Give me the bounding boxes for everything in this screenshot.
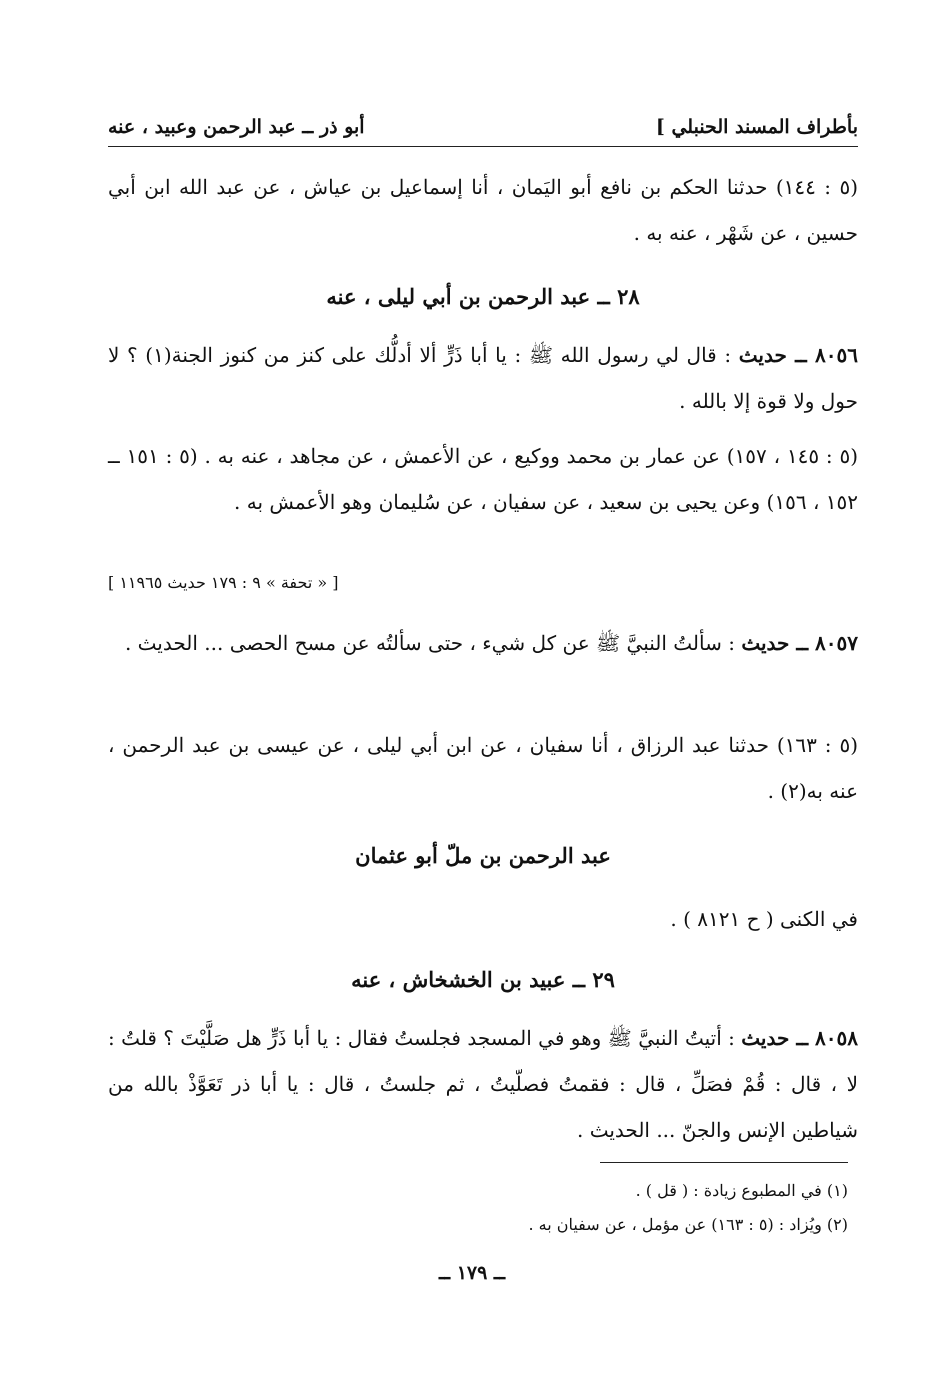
hadith-text-8057: : سألتُ النبيَّ ﷺ عن كل شيء ، حتى سألتُه عن مسح الحصى ... الحديث . [124,631,735,655]
footnote-2: (٢) ويُزاد : (٥ : ١٦٣) عن مؤمل ، عن سفيان به . [528,1215,848,1234]
isnad-paragraph-8056: (٥ : ١٤٥ ، ١٥٧) عن عمار بن محمد ووكيع ، عن الأعمش ، عن مجاهد ، عنه به . (٥ : ١٥١ ــ ١٥٢ ، ١٥٦) وعن يحيى بن سعيد ، عن سفيان ، عن سُليمان وهو الأعمش به . [108,444,859,514]
hadith-8058 [108,1015,858,1153]
header-book-title: بأطراف المسند الحنبلي ] [655,116,858,138]
hadith-number-8057: ٨٠٥٧ ــ حديث [741,631,858,655]
section-title-29: ٢٩ ــ عبيد بن الخشخاش ، عنه [351,967,615,992]
kuna-reference: في الكنى ( ح ٨١٢١ ) . [670,907,858,931]
tuhfa-reference: [ « تحفة » ٩ : ١٧٩ حديث ١١٩٦٥ ] [108,573,339,592]
hadith-number-8058: ٨٠٥٨ ــ حديث [741,1026,859,1050]
hadith-text-8056: : قال لي رسول الله ﷺ : يا أبا ذَرٍّ ألا أدلُّك على كنز من كنوز الجنة(١) ؟ لا حول ولا قوة إلا بالله . [108,343,858,413]
header-rule [108,146,858,147]
section-title-uthman: عبد الرحمن بن ملّ أبو عثمان [355,843,611,868]
page-number: ــ ١٧٩ ــ [438,1262,506,1284]
isnad-paragraph-8057: (٥ : ١٦٣) حدثنا عبد الرزاق ، أنا سفيان ، عن ابن أبي ليلى ، عن عيسى بن عبد الرحمن ، عنه به(٢) . [108,733,859,803]
hadith-8056 [108,332,858,424]
footnote-1: (١) في المطبوع زيادة : ( قل ) . [635,1181,848,1200]
section-title-28: ٢٨ ــ عبد الرحمن بن أبي ليلى ، عنه [326,284,640,309]
hadith-number-8056: ٨٠٥٦ ــ حديث [738,343,859,367]
hadith-text-8058: : أتيتُ النبيَّ ﷺ وهو في المسجد فجلستُ فقال : يا أبا ذَرٍّ هل صَلَّيْتَ ؟ قلتُ : لا ، قال : قُمْ فصَلِّ ، قال : فقمتُ فصلّيتُ ، ثم جلستُ ، قال : يا أبا ذر تَعَوَّذْ بالله من شياطين الإنس والجنّ ... الحديث . [108,1026,858,1142]
footnote-rule [600,1162,848,1163]
running-header [108,112,858,142]
header-section-title: أبو ذر ــ عبد الرحمن وعبيد ، عنه [108,116,365,138]
isnad-paragraph-144: (٥ : ١٤٤) حدثنا الحكم بن نافع أبو اليَمان ، أنا إسماعيل بن عياش ، عن عبد الله ابن أبي حسين ، عن شَهْر ، عنه به . [108,175,859,245]
hadith-8057 [108,620,858,666]
